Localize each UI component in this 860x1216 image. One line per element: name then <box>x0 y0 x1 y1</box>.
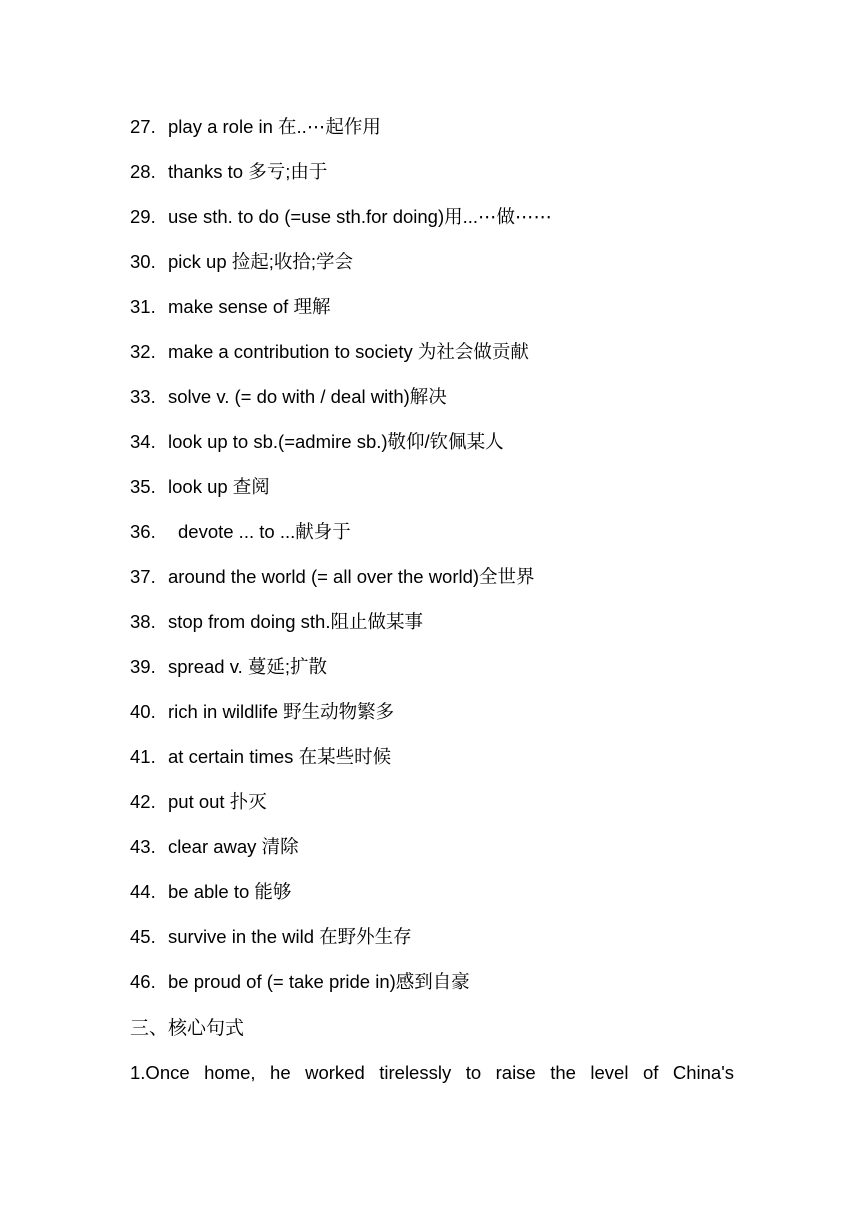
item-number: 31. <box>130 296 156 317</box>
list-item <box>130 202 740 247</box>
item-number: 33. <box>130 386 156 407</box>
list-item <box>130 472 740 517</box>
item-text: devote ... to ...献身于 <box>178 521 351 542</box>
item-text: thanks to 多亏;由于 <box>168 161 328 182</box>
item-number: 30. <box>130 251 156 272</box>
item-number: 41. <box>130 746 156 767</box>
list-item <box>130 787 740 832</box>
item-number: 42. <box>130 791 156 812</box>
item-text: solve v. (= do with / deal with)解决 <box>168 386 447 407</box>
item-number: 40. <box>130 701 156 722</box>
item-text: be proud of (= take pride in)感到自豪 <box>168 971 470 992</box>
list-item <box>130 247 740 292</box>
section-heading: 三、核心句式 <box>130 1017 245 1039</box>
item-text: be able to 能够 <box>168 881 292 902</box>
list-item <box>130 922 740 967</box>
item-text: survive in the wild 在野外生存 <box>168 926 412 947</box>
item-number: 38. <box>130 611 156 632</box>
item-number: 32. <box>130 341 156 362</box>
list-item <box>130 337 740 382</box>
item-number: 28. <box>130 161 156 182</box>
list-item <box>130 517 740 562</box>
item-text: spread v. 蔓延;扩散 <box>168 656 328 677</box>
item-text: make sense of 理解 <box>168 296 331 317</box>
item-text: rich in wildlife 野生动物繁多 <box>168 701 395 722</box>
item-text: at certain times 在某些时候 <box>168 746 392 767</box>
item-number: 27. <box>130 116 156 137</box>
phrase-list <box>130 112 740 1012</box>
list-item <box>130 382 740 427</box>
list-item <box>130 112 740 157</box>
list-item <box>130 697 740 742</box>
list-item <box>130 292 740 337</box>
list-item <box>130 832 740 877</box>
list-item <box>130 742 740 787</box>
core-sentence: 1.Once home, he worked tirelessly to raise the level of China's <box>130 1062 734 1083</box>
item-text: play a role in 在..⋯起作用 <box>168 116 381 137</box>
list-item <box>130 562 740 607</box>
list-item <box>130 607 740 652</box>
item-number: 34. <box>130 431 156 452</box>
item-number: 44. <box>130 881 156 902</box>
list-item <box>130 877 740 922</box>
item-text: look up to sb.(=admire sb.)敬仰/钦佩某人 <box>168 431 504 452</box>
item-number: 45. <box>130 926 156 947</box>
item-text: pick up 捡起;收拾;学会 <box>168 251 354 272</box>
item-number: 39. <box>130 656 156 677</box>
list-item <box>130 967 740 1012</box>
item-number: 36. <box>130 521 156 542</box>
list-item <box>130 652 740 697</box>
item-number: 37. <box>130 566 156 587</box>
list-item <box>130 157 740 202</box>
item-text: around the world (= all over the world)全世界 <box>168 566 535 587</box>
item-number: 35. <box>130 476 156 497</box>
list-item <box>130 427 740 472</box>
item-number: 46. <box>130 971 156 992</box>
item-text: use sth. to do (=use sth.for doing)用...⋯做⋯⋯ <box>168 206 553 227</box>
item-number: 29. <box>130 206 156 227</box>
item-text: stop from doing sth.阻止做某事 <box>168 611 423 632</box>
item-text: clear away 清除 <box>168 836 299 857</box>
item-text: look up 查阅 <box>168 476 270 497</box>
item-number: 43. <box>130 836 156 857</box>
item-text: make a contribution to society 为社会做贡献 <box>168 341 529 362</box>
item-text: put out 扑灭 <box>168 791 267 812</box>
